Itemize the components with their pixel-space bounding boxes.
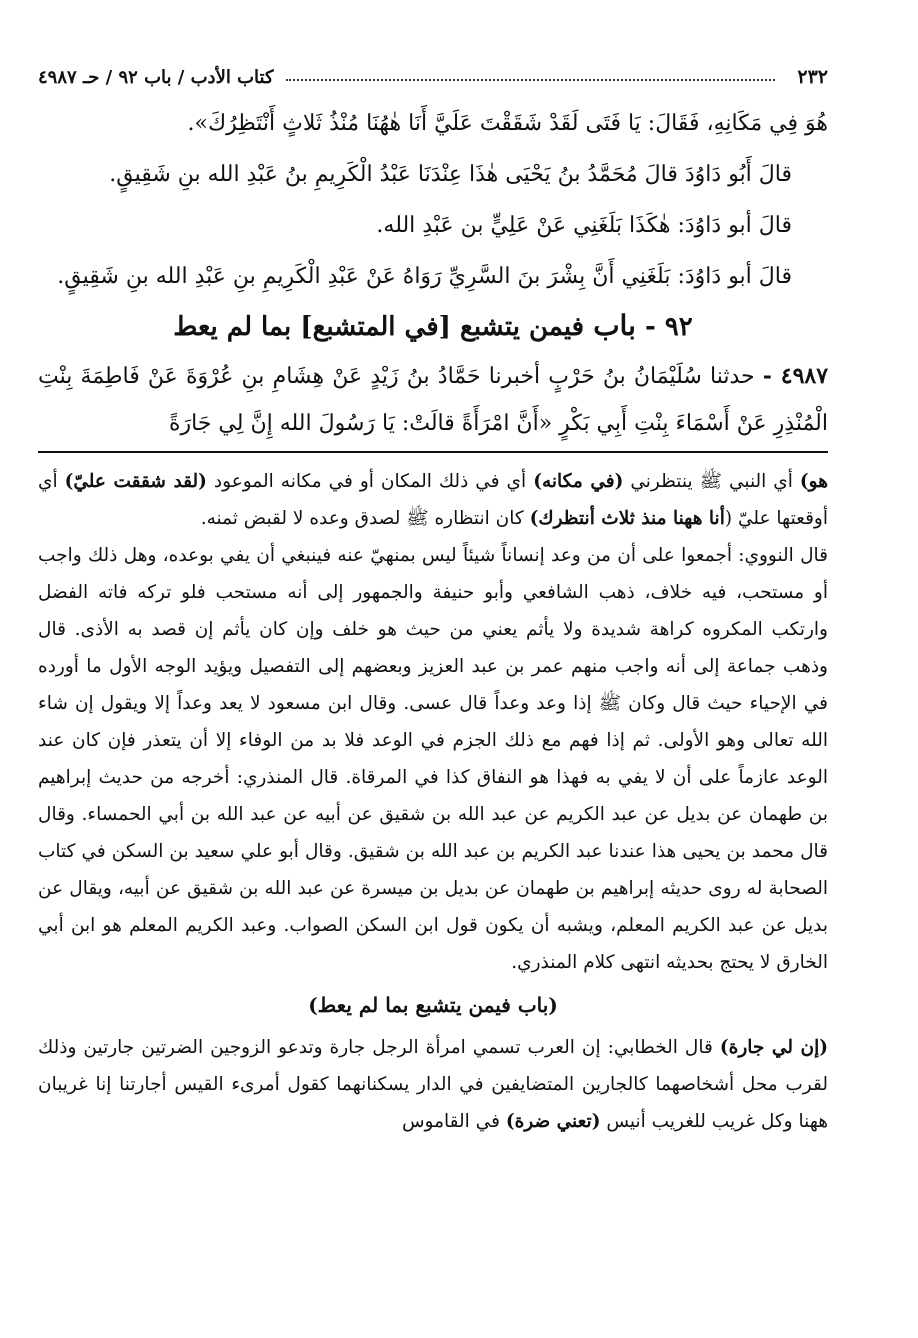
commentary-keyword: (إن لي جارة)	[719, 1037, 828, 1058]
footnote-divider	[38, 451, 828, 453]
commentary-keyword: (لقد شققت عليّ)	[64, 471, 207, 492]
page-number: ٢٣٢	[797, 66, 828, 88]
commentary-text: كان انتظاره ﷺ لصدق وعده لا لقبض ثمنه.	[200, 508, 530, 529]
commentary-heading: (باب فيمن يتشبع بما لم يعط)	[308, 993, 558, 1017]
commentary	[38, 463, 828, 1140]
chapter-bab-label: باب	[593, 309, 636, 342]
book-page	[38, 44, 828, 1314]
commentary-keyword: هو)	[799, 471, 828, 492]
hadith-text	[38, 353, 828, 447]
commentary-paragraph	[38, 1029, 828, 1140]
commentary-keyword: (في مكانه)	[533, 471, 624, 492]
main-paragraph: قالَ أَبُو دَاوُدَ قالَ مُحَمَّدُ بنُ يَحْيَى هٰذَا عِنْدَنَا عَبْدُ الْكَرِيمِ بنُ عَبْدِ الله بنِ شَقِيقٍ.	[109, 162, 792, 187]
commentary-text: في القاموس	[401, 1111, 506, 1132]
commentary-keyword: أنا ههنا منذ ثلاث أنتظرك)	[529, 508, 725, 529]
commentary-text: أي أوقعتها عليّ (	[38, 471, 828, 529]
chapter-title	[38, 304, 828, 349]
commentary-keyword: (تعني ضرة)	[505, 1111, 601, 1132]
hadith-body: حدثنا سُلَيْمَانُ بنُ حَرْبٍ أخبرنا حَمَّادُ بنُ زَيْدٍ عَنْ هِشَامِ بنِ عُرْوَةَ عَنْ فَاطِمَةَ بِنْتِ الْمُنْذِرِ عَنْ أَسْمَاءَ بِنْتِ أَبِي بَكْرٍ «أَنَّ امْرَأَةً قالَتْ: يَا رَسُولَ الله إِنَّ لِي جَارَةً	[38, 364, 828, 436]
commentary-paragraph	[38, 463, 828, 537]
header-dotted-leader	[286, 79, 776, 81]
commentary-paragraph: قال النووي: أجمعوا على أن من وعد إنساناً شيئاً ليس بمنهيّ عنه فينبغي أن يفي بوعده، وهل ذلك واجب أو مستحب، فيه خلاف، ذهب الشافعي وأبو حنيفة والجمهور إلى أنه مستحب فلو تركه فاته الفضل وارتكب المكروه كراهة شديدة ولا يأثم يعني من حيث هو خلف وإن كان يأثم إن قصد به الأذى. قال وذهب جماعة إلى أنه واجب منهم عمر بن عبد العزيز وبعضهم إلى التفصيل ويؤيد الوجه الأول ما أورده في الإحياء حيث قال وكان ﷺ إذا وعد وعداً قال عسى. وقال ابن مسعود لا يعد وعداً إلا ويقول إن شاء الله تعالى وهو الأولى. ثم إذا فهم مع ذلك الجزم في الوعد فلا بد من الوفاء إلا أن يتعذر فإن كان عند الوعد عازماً على أن لا يفي به فهذا هو النفاق كذا في المرقاة. قال المنذري: أخرجه من حديث إبراهيم بن طهمان عن بديل عن عبد الكريم عن عبد الله بن شقيق عن أبيه عن عبد الله بن أبي الحمساء. وقال قال محمد بن يحيى هذا عندنا عبد الكريم بن عبد الله بن شقيق. وقال أبو علي سعيد بن السكن في كتاب الصحابة له روى حديثه إبراهيم بن طهمان عن بديل بن ميسرة عن عبد الله بن شقيق عن أبيه، ويقال عن بديل عن عبد الكريم المعلم، ويشبه أن يكون قول ابن السكن الصواب. وعبد الكريم المعلم هو ابن أبي الخارق لا يحتج بحديثه انتهى كلام المنذري.	[38, 545, 828, 973]
main-paragraph: هُوَ فِي مَكَانِهِ، فَقَالَ: يَا فَتَى لَقَدْ شَقَقْتَ عَلَيَّ أَنَا هٰهُنَا مُنْذُ ثَلاثٍ أَنْتَظِرُكَ».	[187, 111, 828, 136]
commentary-text: أي النبي ﷺ ينتظرني	[623, 471, 800, 492]
commentary-text: أي في ذلك المكان أو في مكانه الموعود	[206, 471, 534, 492]
chapter-title-text: فيمن يتشبع [في المتشبع] بما لم يعط	[173, 312, 585, 342]
main-paragraph: قالَ أبو دَاوُدَ: بَلَغَنِي أَنَّ بِشْرَ بنَ السَّرِيِّ رَوَاهُ عَنْ عَبْدِ الْكَرِيمِ بنِ عَبْدِ الله بنِ شَقِيقٍ.	[57, 264, 792, 289]
running-title: كتاب الأدب / باب ٩٢ / حـ ٤٩٨٧	[38, 67, 274, 88]
chapter-number: ٩٢ -	[644, 312, 693, 342]
main-paragraph: قالَ أبو دَاوُدَ: هٰكَذَا بَلَغَنِي عَنْ عَلِيٍّ بن عَبْدِ الله.	[376, 213, 792, 238]
commentary-text: قال الخطابي: إن العرب تسمي امرأة الرجل جارة وتدعو الزوجين الضرتين جارتين وذلك لقرب محل أشخاصهما كالجارين المتضايفين في الدار يسكنانهما كقول أمرىء القيس أجارتنا إنا غريبان ههنا وكل غريب للغريب أنيس	[38, 1037, 828, 1132]
main-text	[38, 98, 828, 302]
page-header	[38, 44, 828, 88]
hadith-number: ٤٩٨٧ -	[762, 363, 829, 389]
